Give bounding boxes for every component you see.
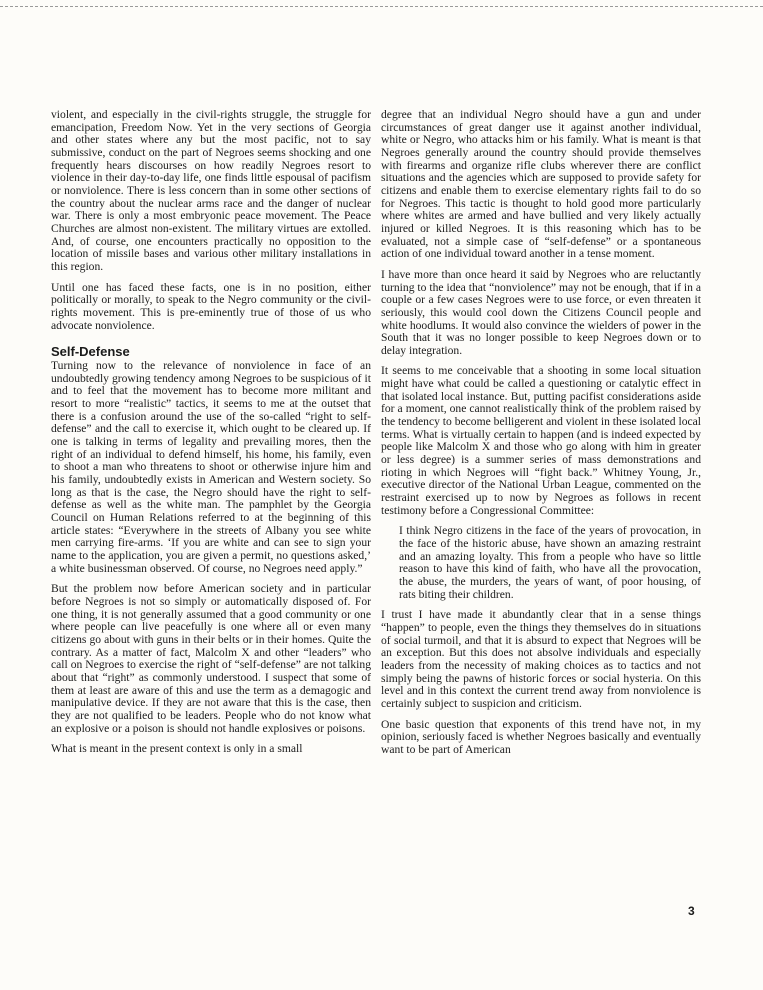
block-quote: I think Negro citizens in the face of the years of provocation, in the face of the historic abuse, have shown an amazing restraint and an amazing loyalty. This from a people who have so little reason to have this kind of faith, who have all the provocation, the abuse, the murders, the years of want, of poor housing, of rats biting their children. [399,524,701,601]
paragraph: It seems to me conceivable that a shooting in some local situation might have what could be called a questioning or catalytic effect in that isolated local instance. But, putting pacifist considerations aside for a moment, one cannot realistically think of the problem raised by the tendency to become belligerent and violent in these isolated local terms. What is virtually certain to happen (and is indeed expected by people like Malcolm X and those who go along with him in greater or less degree) is a summer series of mass demonstrations and rioting in which Negroes will “fight back.” Whitney Young, Jr., executive director of the National Urban League, commented on the restraint exercised up to now by Negroes as follows in recent testimony before a Congressional Committee: [381,364,702,517]
paragraph: One basic question that exponents of this trend have not, in my opinion, seriously faced is whether Negroes basically and eventually want to be part of American [381,717,701,756]
paragraph: I have more than once heard it said by Negroes who are reluctantly turning to the idea that “nonviolence” may not be enough, that if in a couple or a few cases Negroes were to use force, or even threaten it seriously, this would cool down the Citizens Council people and white hoodlums. It would also convince the wielders of power in the South that it was no longer possible to keep Negroes down or to delay integration. [381,267,701,357]
paragraph: But the problem now before American society and in particular before Negroes is not so simply or automatically disposed of. For one thing, it is not generally assumed that a good community or one where people can live peacefully is one where all or even many citizens go about with guns in their belts or in their homes. Quite the contrary. As a matter of fact, Malcolm X and other “leaders” who call on Negroes to exercise the right of “self-defense” are not talking about that “right” as commonly understood. I suspect that some of them at least are aware of this and use the term as a demagogic and manipulative device. If they are not aware that this is the case, then they are not qualified to be leaders. People who do not know what an explosive or a poison is should not handle explosives or poisons. [51,582,371,735]
paragraph: What is meant in the present context is only in a small [51,742,303,756]
paragraph: Turning now to the relevance of nonviolence in face of an undoubtedly growing tendency among Negroes to be suspicious of it and to feel that the movement has to become more militant and resort to more “realistic” tactics, it seems to me at the outset that there is a confusion around the use of the so-called “right to self-defense” and the call to exercise it, which ought to be cleared up. If one is talking in terms of legality and prevailing mores, then the right of an individual to defend himself, his home, his family, even to shoot a man who threatens to shoot or otherwise injure him and his family, undoubtedly exists in American and Western society. So long as that is the case, the Negro should have the right to self-defense as well as the white man. The pamphlet by the Georgia Council on Human Relations referred to at the beginning of this article states: “Everywhere in the streets of Albany you see white men carrying fire-arms. ‘If you are white and can see to sign your name to the application, you are given a permit, no questions asked,’ a white businessman observed. Of course, no Negroes need apply.” [51,359,371,575]
right-column [381,109,701,765]
top-rule [0,6,763,7]
paragraph: violent, and especially in the civil-rights struggle, the struggle for emancipation, Freedom Now. Yet in the very sections of Georgia and other states where any but the most pacific, not to say submissive, conduct on the part of Negroes seems shocking and one frequently hears discourses on how readily Negroes resort to violence in their day-to-day life, one finds little espousal of pacifism or nonviolence. There is less concern than in some other sections of the country about the nuclear arms race and the danger of nuclear war. There is only a most embryonic peace movement. The Peace Churches are almost non-existent. The military virtues are extolled. And, of course, one encounters practically no opposition to the location of missile bases and various other military installations in this region. [51,108,371,273]
paragraph: degree that an individual Negro should have a gun and under circumstances of great danger use it against another individual, white or Negro, who attacks him or his family. What is meant is that Negroes generally around the country should provide themselves with firearms and organize rifle clubs wherever there are conflict situations and the agencies which are supposed to provide safety for citizens and enable them to exercise elementary rights fail to do so for Negroes. This tactic is thought to hold good more particularly where whites are armed and have bullied and very likely actually injured or killed Negroes. It is this reasoning which has to be evaluated, not a simple case of “self-defense” or a spontaneous action of one individual toward another in a tense moment. [381,108,701,261]
left-column [51,109,371,764]
section-heading: Self-Defense [51,344,130,360]
paragraph: Until one has faced these facts, one is in no position, either politically or morally, to speak to the Negro community or the civil-rights movement. This is pre-eminently true of those of us who advocate nonviolence. [51,280,371,332]
paragraph: I trust I have made it abundantly clear that in a sense things “happen” to people, even the things they themselves do in situations of social turmoil, and that it is absurd to expect that Negroes will be an exception. But this does not absolve individuals and especially leaders from the necessity of making choices as to tactics and not simply being the pawns of historic forces or social hysteria. On this level and in this context the current trend away from nonviolence is certainly subject to suspicion and criticism. [381,608,701,710]
page-number: 3 [688,904,695,918]
